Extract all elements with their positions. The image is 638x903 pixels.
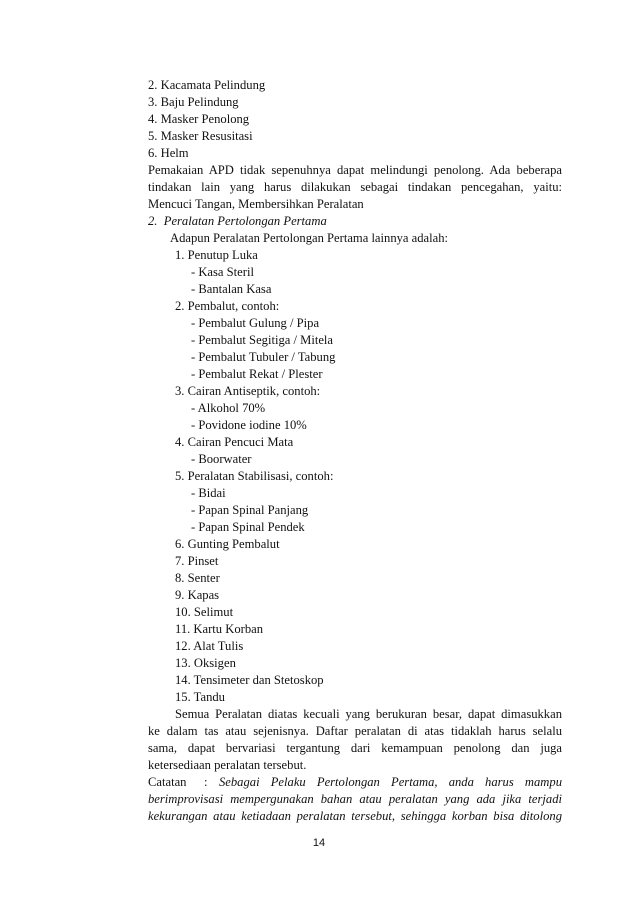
section-title: Peralatan Pertolongan Pertama bbox=[163, 214, 327, 228]
equipment-item: 10. Selimut bbox=[175, 605, 234, 619]
equipment-subitem: - Pembalut Gulung / Pipa bbox=[191, 316, 320, 330]
equipment-item: 12. Alat Tulis bbox=[175, 639, 244, 653]
equipment-item: 2. Pembalut, contoh: bbox=[175, 299, 280, 313]
equipment-subitem: - Povidone iodine 10% bbox=[191, 418, 307, 432]
equipment-item: 3. Cairan Antiseptik, contoh: bbox=[175, 384, 321, 398]
note-line: berimprovisasi mempergunakan bahan atau peralatan yang ada jika terjadi bbox=[148, 792, 562, 806]
closing-paragraph-line: ketersediaan peralatan tersebut. bbox=[148, 758, 307, 772]
apd-list-item: 4. Masker Penolong bbox=[148, 112, 250, 126]
apd-list-item: 6. Helm bbox=[148, 146, 189, 160]
equipment-subitem: - Bantalan Kasa bbox=[191, 282, 272, 296]
equipment-item: 8. Senter bbox=[175, 571, 220, 585]
equipment-subitem: - Papan Spinal Panjang bbox=[191, 503, 309, 517]
section-number: 2. bbox=[148, 214, 158, 228]
apd-list-item: 5. Masker Resusitasi bbox=[148, 129, 253, 143]
apd-list-item: 2. Kacamata Pelindung bbox=[148, 78, 266, 92]
equipment-subitem: - Kasa Steril bbox=[191, 265, 254, 279]
note-line: Sebagai Pelaku Pertolongan Pertama, anda harus mampu bbox=[219, 775, 562, 789]
equipment-item: 11. Kartu Korban bbox=[175, 622, 264, 636]
apd-paragraph-line: tindakan lain yang harus dilakukan sebagai tindakan pencegahan, yaitu: bbox=[148, 180, 562, 194]
equipment-item: 7. Pinset bbox=[175, 554, 219, 568]
section-intro: Adapun Peralatan Pertolongan Pertama lainnya adalah: bbox=[170, 231, 449, 245]
equipment-subitem: - Bidai bbox=[191, 486, 226, 500]
equipment-item: 14. Tensimeter dan Stetoskop bbox=[175, 673, 324, 687]
equipment-item: 15. Tandu bbox=[175, 690, 225, 704]
apd-paragraph-line: Pemakaian APD tidak sepenuhnya dapat melindungi penolong. Ada beberapa bbox=[148, 163, 562, 177]
equipment-subitem: - Alkohol 70% bbox=[191, 401, 266, 415]
closing-paragraph-line: Semua Peralatan diatas kecuali yang berukuran besar, dapat dimasukkan bbox=[175, 707, 562, 721]
closing-paragraph-line: sama, dapat bervariasi tergantung dari kemampuan penolong dan juga bbox=[148, 741, 562, 755]
equipment-item: 9. Kapas bbox=[175, 588, 220, 602]
section-heading bbox=[148, 213, 327, 230]
equipment-item: 1. Penutup Luka bbox=[175, 248, 258, 262]
note-line: kekurangan atau ketiadaan peralatan tersebut, sehingga korban bisa ditolong bbox=[148, 809, 562, 823]
equipment-item: 6. Gunting Pembalut bbox=[175, 537, 280, 551]
equipment-item: 5. Peralatan Stabilisasi, contoh: bbox=[175, 469, 334, 483]
equipment-subitem: - Pembalut Segitiga / Mitela bbox=[191, 333, 334, 347]
apd-paragraph-line: Mencuci Tangan, Membersihkan Peralatan bbox=[148, 197, 364, 211]
page-number: 14 bbox=[312, 837, 326, 849]
equipment-subitem: - Pembalut Tubuler / Tabung bbox=[191, 350, 336, 364]
equipment-subitem: - Pembalut Rekat / Plester bbox=[191, 367, 323, 381]
note-label: Catatan bbox=[148, 775, 187, 789]
closing-paragraph-line: ke dalam tas atau sejenisnya. Daftar peralatan di atas tidaklah harus selalu bbox=[148, 724, 562, 738]
equipment-item: 13. Oksigen bbox=[175, 656, 236, 670]
equipment-item: 4. Cairan Pencuci Mata bbox=[175, 435, 294, 449]
note-colon: : bbox=[204, 775, 208, 789]
apd-list-item: 3. Baju Pelindung bbox=[148, 95, 239, 109]
equipment-subitem: - Boorwater bbox=[191, 452, 252, 466]
equipment-subitem: - Papan Spinal Pendek bbox=[191, 520, 305, 534]
